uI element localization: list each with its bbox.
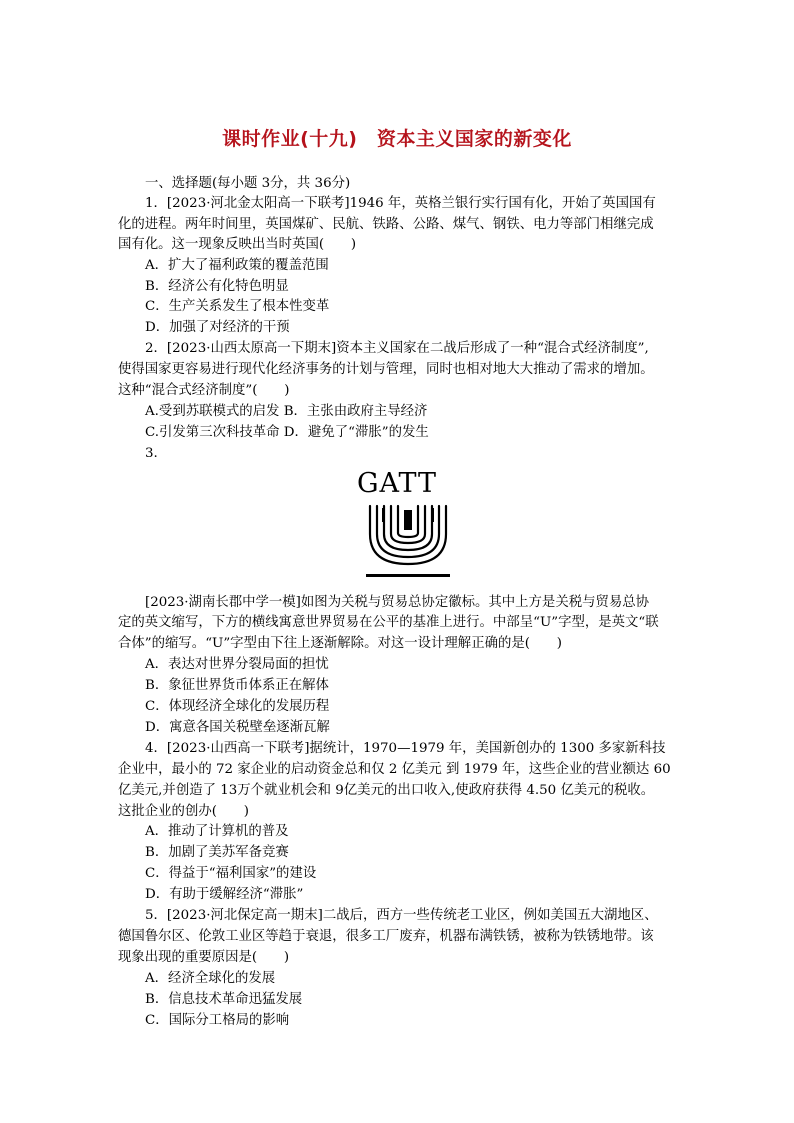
- q1-option-d[interactable]: D．加强了对经济的干预: [145, 320, 290, 335]
- q2-options-cd[interactable]: C.引发第三次科技革命 D．避免了“滞胀”的发生: [145, 425, 429, 440]
- q5-option-c[interactable]: C．国际分工格局的影响: [145, 1013, 290, 1028]
- q1-line: 1．[2023·河北金太阳高一下联考]1946 年，英格兰银行实行国有化，开始了英国国有: [145, 196, 656, 211]
- q4-option-d[interactable]: D．有助于缓解经济“滞胀”: [145, 887, 304, 902]
- q1-option-a[interactable]: A．扩大了福利政策的覆盖范围: [145, 258, 329, 273]
- q2-options-ab[interactable]: A.受到苏联模式的启发 B．主张由政府主导经济: [145, 404, 428, 419]
- q3-line: 合体”的缩写。“U”字型由下往上逐渐解除。对这一设计理解正确的是( ): [118, 636, 562, 651]
- q2-line: 使得国家更容易进行现代化经济事务的计划与管理，同时也相对地大大推动了需求的增加。: [118, 362, 654, 377]
- q1-line: 化的进程。两年时间里，英国煤矿、民航、铁路、公路、煤气、钢铁、电力等部门相继完成: [118, 217, 654, 232]
- gatt-logo-text: GATT: [356, 468, 438, 499]
- q5-option-a[interactable]: A．经济全球化的发展: [145, 971, 276, 986]
- q3-option-b[interactable]: B．象征世界货币体系正在解体: [145, 678, 329, 693]
- q3-line: [2023·湖南长郡中学一模]如图为关税与贸易总协定徽标。其中上方是关税与贸易总协: [145, 595, 650, 610]
- q2-line: 这种“混合式经济制度”( ): [118, 383, 290, 398]
- q4-line: 这批企业的创办( ): [118, 804, 249, 819]
- q3-number: 3.: [145, 446, 158, 461]
- gatt-emblem-icon: [362, 502, 454, 580]
- q4-line: 亿美元,并创造了 13万个就业机会和 9亿美元的出口收入,使政府获得 4.50 亿美元的税收。: [118, 783, 655, 798]
- q1-option-b[interactable]: B．经济公有化特色明显: [145, 279, 289, 294]
- q1-line: 国有化。这一现象反映出当时英国( ): [118, 237, 357, 252]
- page-title: 课时作业(十九) 资本主义国家的新变化: [222, 128, 572, 150]
- q3-option-d[interactable]: D．寓意各国关税壁垒逐渐瓦解: [145, 720, 330, 735]
- q1-option-c[interactable]: C．生产关系发生了根本性变革: [145, 299, 330, 314]
- section-heading: 一、选择题(每小题 3分，共 36分): [145, 176, 351, 191]
- q4-option-b[interactable]: B．加剧了美苏军备竞赛: [145, 845, 289, 860]
- q2-line: 2．[2023·山西太原高一下期末]资本主义国家在二战后形成了一种“混合式经济制度”,: [145, 341, 649, 356]
- q5-line: 5．[2023·河北保定高一期末]二战后，西方一些传统老工业区，例如美国五大湖地区、: [145, 908, 658, 923]
- q4-option-c[interactable]: C．得益于“福利国家”的建设: [145, 866, 317, 881]
- q5-line: 德国鲁尔区、伦敦工业区等趋于衰退，很多工厂废弃，机器布满铁锈，被称为铁锈地带。该: [118, 929, 654, 944]
- q5-line: 现象出现的重要原因是( ): [118, 950, 290, 965]
- q4-line: 企业中，最小的 72 家企业的启动资金总和仅 2 亿美元 到 1979 年，这些企业的营业额达 60: [118, 762, 671, 777]
- q3-option-a[interactable]: A．表达对世界分裂局面的担忧: [145, 657, 329, 672]
- q5-option-b[interactable]: B．信息技术革命迅猛发展: [145, 992, 303, 1007]
- q4-line: 4．[2023·山西高一下联考]据统计，1970—1979 年，美国新创办的 1300 多家新科技: [145, 741, 666, 756]
- q3-line: 定的英文缩写，下方的横线寓意世界贸易在公平的基准上进行。中部呈“U”字型，是英文“联: [118, 615, 659, 630]
- q3-option-c[interactable]: C．体现经济全球化的发展历程: [145, 699, 330, 714]
- q4-option-a[interactable]: A．推动了计算机的普及: [145, 824, 289, 839]
